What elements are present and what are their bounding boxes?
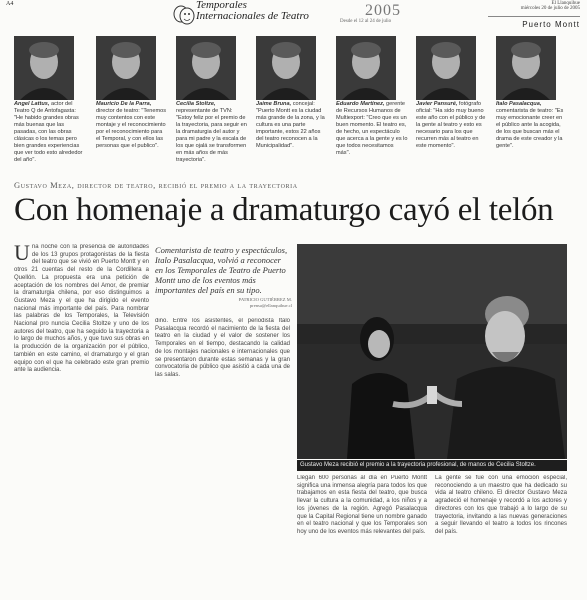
portrait-image bbox=[496, 36, 556, 100]
portrait-image bbox=[416, 36, 476, 100]
portrait-caption bbox=[256, 101, 328, 150]
header-rule bbox=[488, 16, 580, 17]
portrait-photo bbox=[496, 36, 556, 100]
portrait-photo bbox=[416, 36, 476, 100]
portrait-quote: comentarista de teatro: "Es muy emocionante creer en el público ante la acogida, de los que buscan más el drama de este creador y la gente". bbox=[496, 108, 564, 149]
portrait-photo bbox=[14, 36, 74, 100]
portrait-quote: gerente de Recursos Humanos de Multiexport: "Creo que es un buen momento. El teatro es, de hecho, un espectáculo que acerca a la gente y es lo que todos necesitamos más". bbox=[336, 101, 408, 156]
portrait-caption bbox=[496, 101, 568, 150]
portrait-quote: representante de TVN: "Estoy feliz por el premio de la trayectoria, para seguir en la dramaturgia del autor y para mi padre y la escala de los que ojalá se transformen en más años de más trayectoria". bbox=[176, 108, 247, 163]
portrait-image bbox=[336, 36, 396, 100]
photo-caption: Gustavo Meza recibió el premio a la trayectoria profesional, de manos de Cecilia Stoltze. bbox=[297, 460, 567, 471]
portrait-quote: director de teatro: "Tenemos muy contentos con este montaje y el reconocimiento por el reconocimiento para el Temporal, y con ellos las personas que el publico". bbox=[96, 108, 167, 149]
portrait-caption bbox=[14, 101, 86, 164]
newspaper-name bbox=[488, 1, 580, 11]
portrait-name: Mauricio De la Parra, bbox=[96, 101, 152, 107]
article-dek: Comentarista de teatro y espectáculos, Italo Pasalacqua, volvió a reconocer en los Temporales de Teatro de Puerto Montt uno de los eventos más importantes del país en su tipo. bbox=[155, 245, 288, 295]
portrait-quote: fotógrafo oficial: "Ha sido muy bueno este año con el público y de la gente al teatro y esto es necesario para los que recurren más al teatro en este momento". bbox=[416, 101, 486, 149]
portrait-photo bbox=[336, 36, 396, 100]
portrait-quote: concejal: "Puerto Montt es la ciudad más grande de la zona, y la cultura es una parte importante, estos 22 años del teatro reconocen a la Municipalidad". bbox=[256, 101, 325, 149]
article-column-3: Llegan 600 personas al día en Puerto Montt significa una inmensa alegría para todos los que trabajamos en esta fiesta del teatro, que busca llevar la cultura a la comunidad, a los niños y a los jóvenes de la región. Agregó Pasalacqua que la Capital Regional tiene un nombre ganado en el teatro nacional y que los Temporales son hoy uno de los eventos más relevantes del país. bbox=[297, 475, 427, 535]
article-column-4: La gente se fue con una emoción especial, reconociendo a un maestro que ha dedicado su vida al teatro chileno. El director Gustavo Meza agradeció el homenaje y recordó a los actores y directores con los que trabajó a lo largo de su trayectoria, invitando a las nuevas generaciones a seguir llevando el teatro a todos los rincones del país. bbox=[435, 475, 567, 535]
article-column-2: dino. Entre los asistentes, el periodista Italo Pasalacqua recordó el nacimiento de la fiesta del teatro en la ciudad y el valor de sostener los Temporales en el tiempo, destacando la calidad de los montajes nacionales e internacionales que se presentaron durante estas semanas y la gran convocatoria de público que asistió a cada una de las salas. bbox=[155, 318, 290, 378]
award-photo-image bbox=[297, 244, 567, 459]
portrait-caption bbox=[416, 101, 488, 150]
article-byline: PATRICIO GUTIÉRREZ M. prensa@ellanquihue.cl bbox=[238, 297, 292, 308]
section-title-line1: Temporales bbox=[196, 0, 247, 11]
portrait-name: Angel Lattus, bbox=[14, 101, 50, 107]
theater-masks-icon bbox=[172, 4, 196, 26]
section-title-line2: Internacionales de Teatro bbox=[196, 10, 309, 22]
festival-year: 2005 bbox=[365, 2, 401, 19]
section-city: Puerto Montt bbox=[522, 20, 580, 29]
page-number: A4 bbox=[6, 1, 14, 7]
portrait-photo bbox=[176, 36, 236, 100]
article-kicker: Gustavo Meza, director de teatro, recibió el premio a la trayectoria bbox=[14, 180, 298, 190]
portrait-name: Jaime Bruna, bbox=[256, 101, 292, 107]
portrait-quote: actor del Teatro Q de Antofagasta: "He habido grandes obras más buenas que las pasadas, con las obras clásicas o los temas pero bien grandes experiencias que ver todo esto alrededor del año". bbox=[14, 101, 83, 163]
newspaper-title: El Llanquihue bbox=[551, 1, 580, 6]
portrait-caption bbox=[176, 101, 248, 164]
portrait-name: Javier Pansuré, bbox=[416, 101, 458, 107]
portrait-image bbox=[256, 36, 316, 100]
portrait-photo bbox=[256, 36, 316, 100]
portrait-caption bbox=[96, 101, 168, 150]
drop-cap: U bbox=[14, 244, 30, 265]
portrait-image bbox=[96, 36, 156, 100]
award-photo bbox=[297, 244, 567, 459]
issue-date: miércoles 20 de julio de 2005 bbox=[520, 6, 580, 11]
article-headline: Con homenaje a dramaturgo cayó el telón bbox=[14, 192, 554, 228]
column-1-text: na noche con la presencia de autoridades de los 13 grupos protagonistas de la fiesta del teatro que se vivió en Puerto Montt y en otros 21 cuentas del resto de la Cordillera a Quellón. La propuesta era una petición de aceptación de los nombres del Amor, de premiar la dramaturgia chilena, por eso distinguimos a Gustavo Meza y el que ha dirigido el evento nacional más importante del país. Para nombrar las palabras de los Temporales, la Televisión Nacional pro nuncia Cecilia Stoltze y uno de los autores del teatro, que ha seguido la trayectoria a lo largo de muchos años, y que tuvo sus obras en la producción de la organización por el público, también en este camino, el dramaturgo y el gran equipo con el que ha celebrado este gran premio ante la audiencia. bbox=[14, 244, 149, 374]
portrait-name: Eduardo Martínez, bbox=[336, 101, 385, 107]
section-title bbox=[196, 0, 309, 22]
portrait-name: Italo Pasalacqua, bbox=[496, 101, 542, 107]
portrait-photo bbox=[96, 36, 156, 100]
portrait-caption bbox=[336, 101, 408, 157]
portrait-image bbox=[176, 36, 236, 100]
portrait-name: Cecilia Stoltze, bbox=[176, 101, 216, 107]
portrait-image bbox=[14, 36, 74, 100]
festival-dates: Desde el 12 al 24 de julio bbox=[340, 19, 392, 24]
article-column-1 bbox=[14, 244, 149, 484]
